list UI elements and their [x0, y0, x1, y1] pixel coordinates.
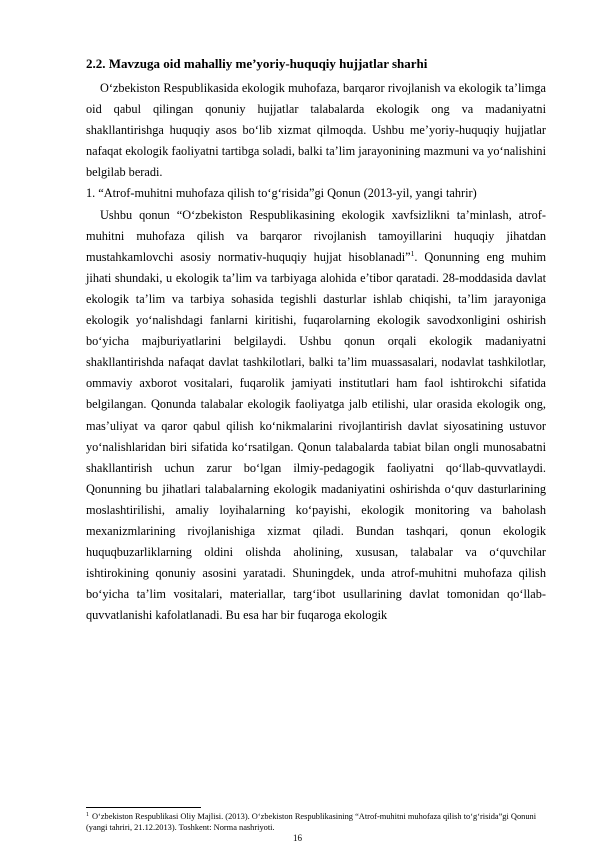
- footnote-reference: 1: [410, 248, 415, 258]
- footnote-text: O‘zbekiston Respublikasi Oliy Majlisi. (2013). O‘zbekiston Respublikasining “Atrof-muhitni muhofaza qilish to‘g‘risida”gi Qonuni (yangi tahriri, 21.12.2013). Toshkent: Norma nashriyoti.: [86, 812, 537, 832]
- body-text-part2: . Qonunning eng muhim jihati shundaki, u ekologik ta’lim va tarbiyaga alohida e’tibor qaratadi. 28-moddasida davlat ekologik ta’lim va tarbiya sohasida tegishli dasturlar ishlab chiqishi, ta’lim jarayoniga ekologik yo‘nalishdagi fanlarni kiritishi, fuqarolarning ekologik savodxonligini oshirish bo‘yicha majburiyatlarini belgilaydi. Ushbu qonun orqali ekologik madaniyatni shakllantirishda nafaqat davlat tashkilotlari, balki ta’lim muassasalari, nodavlat tashkilotlar, ommaviy axborot vositalari, fuqarolik jamiyati institutlari ham faol ishtirokchi sifatida belgilangan. Qonunda talabalar ekologik faoliyatga jalb etilishi, ular orasida ekologik ong, mas’uliyat va qaror qabul qilish ko‘nikmalarini rivojlantirish davlat siyosatining ustuvor yo‘nalishlaridan biri sifatida ko‘rsatilgan. Qonun talabalarda tabiat bilan ongli munosabatni shakllantirish uchun zarur bo‘lgan ilmiy-pedagogik faoliyatni qo‘llab-quvvatlaydi. Qonunning bu jihatlari talabalarning ekologik madaniyatini oshirishda o‘quv dasturlarining moslashtirilishi, amaliy loyihalarning ko‘payishi, ekologik monitoring va baholash mexanizmlarining rivojlanishiga xizmat qiladi. Bundan tashqari, qonun ekologik huquqbuzarliklarning oldini olishda aholining, xususan, talabalar va o‘quvchilar ishtirokining qonuniy asosini yaratadi. Shuningdek, unda atrof-muhitni muhofaza qilish bo‘yicha ta’lim vositalari, materiallar, targ‘ibot usullarining davlat tomonidan qo‘llab-quvvatlanishi kafolatlanadi. Bu esa har bir fuqaroga ekologik: [86, 249, 547, 623]
- list-item-title: 1. “Atrof-muhitni muhofaza qilish to‘g‘risida”gi Qonun (2013-yil, yangi tahrir): [86, 186, 477, 201]
- intro-paragraph: O‘zbekiston Respublikasida ekologik muhofaza, barqaror rivojlanish va ekologik ta’limga oid qabul qilingan qonuniy hujjatlar talabalarda ekologik ong va madaniyatni shakllantirishga huquqiy asos bo‘lib xizmat qilmoqda. Ushbu me’yoriy-huquqiy hujjatlar nafaqat ekologik faoliyatni tartibga soladi, balki ta’lim jarayonining mazmuni va yo‘nalishini belgilab beradi.: [86, 81, 546, 180]
- section-heading: 2.2. Mavzuga oid mahalliy me’yoriy-huquqiy hujjatlar sharhi: [86, 56, 428, 71]
- footnote-divider: [86, 807, 201, 808]
- body-paragraph: [86, 205, 546, 627]
- page-number: 16: [293, 833, 302, 843]
- footnote: [86, 810, 546, 833]
- document-page: [86, 55, 546, 626]
- footnote-mark: 1: [86, 812, 89, 818]
- body-text-part1: Ushbu qonun “O‘zbekiston Respublikasining ekologik xavfsizlikni ta’minlash, atrof-muhitni muhofaza qilish va barqaror rivojlanish tamoyillarini huquqiy jihatdan mustahkamlovchi asosiy normativ-huquqiy hujjat hisoblanadi”: [86, 207, 546, 264]
